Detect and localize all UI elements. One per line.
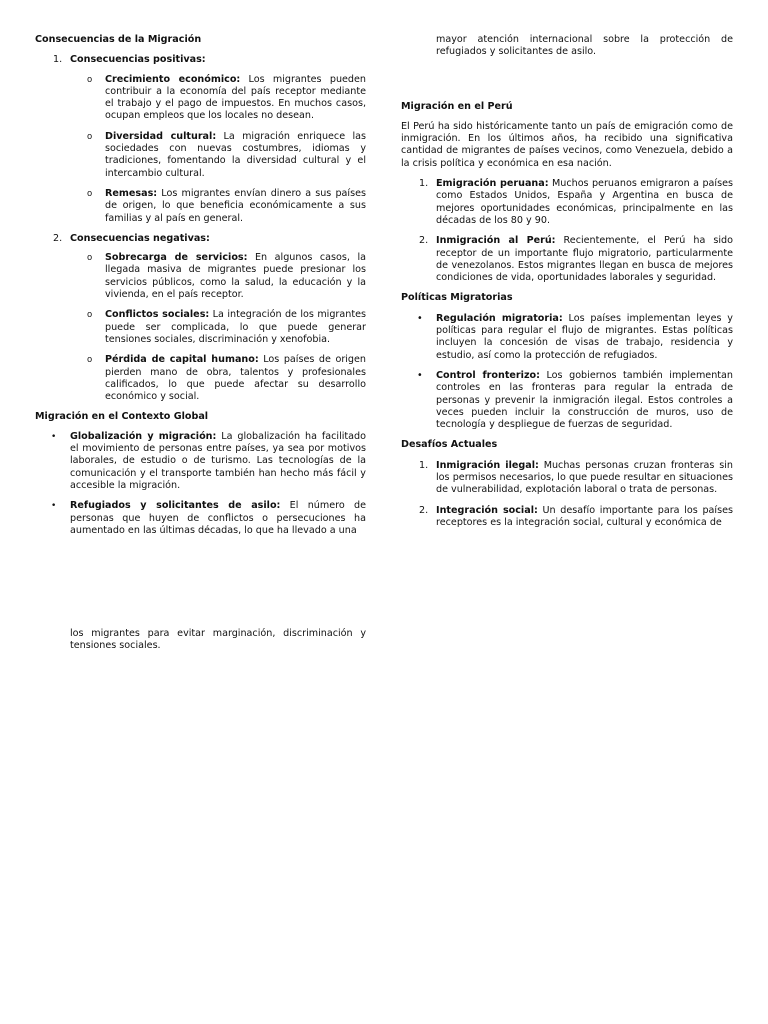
circle-bullet-icon: o bbox=[87, 131, 93, 142]
bullet-icon: • bbox=[51, 431, 57, 442]
top-continuation-text: mayor atención internacional sobre la protección de refugiados y solicitantes de asilo. bbox=[436, 34, 733, 58]
term: Emigración peruana: bbox=[436, 178, 549, 190]
term: Regulación migratoria: bbox=[436, 312, 563, 324]
description: Recientemente, el Perú ha sido receptor de un importante flujo migratorio, particularmente de venezolanos. Estos migrantes llegan en busca de mejores condiciones de vida, oportunidades laborales y seguridad. bbox=[436, 235, 733, 284]
term: Refugiados y solicitantes de asilo: bbox=[70, 500, 281, 512]
heading-policies: Políticas Migratorias bbox=[401, 292, 513, 304]
bullet-item-migration-regulation bbox=[401, 313, 733, 362]
heading-global-context: Migración en el Contexto Global bbox=[35, 411, 209, 423]
positive-consequences-item bbox=[35, 54, 366, 66]
bullet-item-globalization bbox=[35, 431, 366, 492]
sub-item-remittances bbox=[35, 188, 366, 225]
description: Un desafío importante para los países receptores es la integración social, cultural y económica de bbox=[436, 504, 733, 528]
peru-intro-paragraph: El Perú ha sido históricamente tanto un país de emigración como de inmigración. En los últimos años, ha recibido una significativa cantidad de migrantes de países vecinos, como Venezuela, debido a la crisis política y económica en esa nación. bbox=[401, 120, 733, 169]
continuation-text: los migrantes para evitar marginación, discriminación y tensiones sociales. bbox=[70, 628, 366, 652]
list-number: 2. bbox=[53, 232, 63, 244]
term: Sobrecarga de servicios: bbox=[105, 252, 248, 264]
sub-item-economic-growth bbox=[35, 74, 366, 123]
circle-bullet-icon: o bbox=[87, 355, 93, 366]
heading-peru: Migración en el Perú bbox=[401, 100, 513, 112]
term: Inmigración al Perú: bbox=[436, 235, 556, 247]
description: La migración enriquece las sociedades con nuevas costumbres, idiomas y tradiciones, fomentando la diversidad cultural y el intercambio cultural. bbox=[105, 130, 367, 179]
bullet-icon: • bbox=[51, 501, 57, 512]
numbered-item-illegal-immigration bbox=[401, 460, 733, 497]
negative-consequences-title: Consecuencias negativas: bbox=[70, 232, 210, 244]
term: Integración social: bbox=[436, 504, 538, 516]
numbered-item-social-integration bbox=[401, 505, 733, 530]
description: Muchas personas cruzan fronteras sin los permisos necesarios, lo que puede resultar en situaciones de vulnerabilidad, explotación laboral o trata de personas. bbox=[436, 459, 734, 496]
list-number: 2. bbox=[419, 235, 429, 247]
heading-consequences: Consecuencias de la Migración bbox=[35, 34, 202, 45]
description: Los migrantes pueden contribuir a la economía del país receptor mediante el trabajo y el pago de impuestos. En muchos casos, ocupan empleos que los locales no desean. bbox=[105, 73, 366, 122]
left-column-continuation bbox=[70, 628, 366, 653]
term: Control fronterizo: bbox=[436, 369, 540, 381]
term: Crecimiento económico: bbox=[105, 73, 241, 85]
description: Los gobiernos también implementan controles en las fronteras para regular la entrada de personas y prevenir la inmigración ilegal. Estos controles a veces pueden incluir la construcción de muros, uso de tecnología y despliegue de fuerzas de seguridad. bbox=[436, 369, 733, 431]
circle-bullet-icon: o bbox=[87, 253, 93, 264]
numbered-item-immigration-peru bbox=[401, 235, 733, 284]
term: Pérdida de capital humano: bbox=[105, 354, 259, 366]
bullet-item-refugees bbox=[35, 500, 366, 537]
circle-bullet-icon: o bbox=[87, 74, 93, 85]
description: Los países de origen pierden mano de obra, talentos y profesionales calificados, lo que puede afectar su desarrollo económico y social. bbox=[105, 354, 366, 403]
list-number: 1. bbox=[419, 459, 429, 471]
left-column bbox=[35, 34, 366, 537]
term: Inmigración ilegal: bbox=[436, 459, 539, 471]
term: Remesas: bbox=[105, 187, 158, 199]
description: Los migrantes envían dinero a sus países de origen, lo que beneficia económicamente a sus familias y al país en general. bbox=[105, 187, 366, 224]
description: Muchos peruanos emigraron a países como Estados Unidos, España y Argentina en busca de mejores oportunidades económicas, principalmente en las décadas de los 80 y 90. bbox=[436, 178, 733, 226]
description: Los países implementan leyes y políticas para regular el flujo de migrantes. Estas políticas incluyen la concesión de visas de trabajo, residencia y estudio, así como la protección de refugiados. bbox=[436, 312, 733, 361]
list-number: 2. bbox=[419, 504, 429, 516]
bullet-icon: • bbox=[417, 312, 423, 324]
numbered-item-peruvian-emigration bbox=[401, 178, 733, 227]
sub-item-service-overload bbox=[35, 252, 366, 301]
term: Diversidad cultural: bbox=[105, 130, 217, 142]
positive-consequences-title: Consecuencias positivas: bbox=[70, 54, 206, 66]
negative-consequences-item bbox=[35, 233, 366, 245]
sub-item-social-conflicts bbox=[35, 309, 366, 346]
bullet-item-border-control bbox=[401, 370, 733, 431]
right-column bbox=[401, 34, 733, 529]
sub-item-human-capital-loss bbox=[35, 354, 366, 403]
description: El número de personas que huyen de conflictos o persecuciones ha aumentado en las últimas décadas, lo que ha llevado a una bbox=[70, 500, 366, 536]
term: Conflictos sociales: bbox=[105, 309, 210, 321]
sub-item-cultural-diversity bbox=[35, 131, 366, 180]
description: La globalización ha facilitado el movimiento de personas entre países, ya sea por motivos laborales, de estudio o de turismo. Las tecnologías de la comunicación y el transporte también han hecho más fácil y accesible la migración. bbox=[70, 430, 366, 491]
list-number: 1. bbox=[419, 178, 429, 190]
bullet-icon: • bbox=[417, 369, 423, 381]
heading-challenges: Desafíos Actuales bbox=[401, 439, 498, 451]
description: La integración de los migrantes puede ser complicada, lo que puede generar tensiones sociales, discriminación y xenofobia. bbox=[105, 309, 366, 345]
list-number: 1. bbox=[53, 54, 63, 66]
description: En algunos casos, la llegada masiva de migrantes puede presionar los servicios públicos, como la salud, la educación y la vivienda, en el país receptor. bbox=[105, 252, 367, 301]
circle-bullet-icon: o bbox=[87, 188, 93, 199]
circle-bullet-icon: o bbox=[87, 310, 93, 321]
term: Globalización y migración: bbox=[70, 430, 217, 442]
